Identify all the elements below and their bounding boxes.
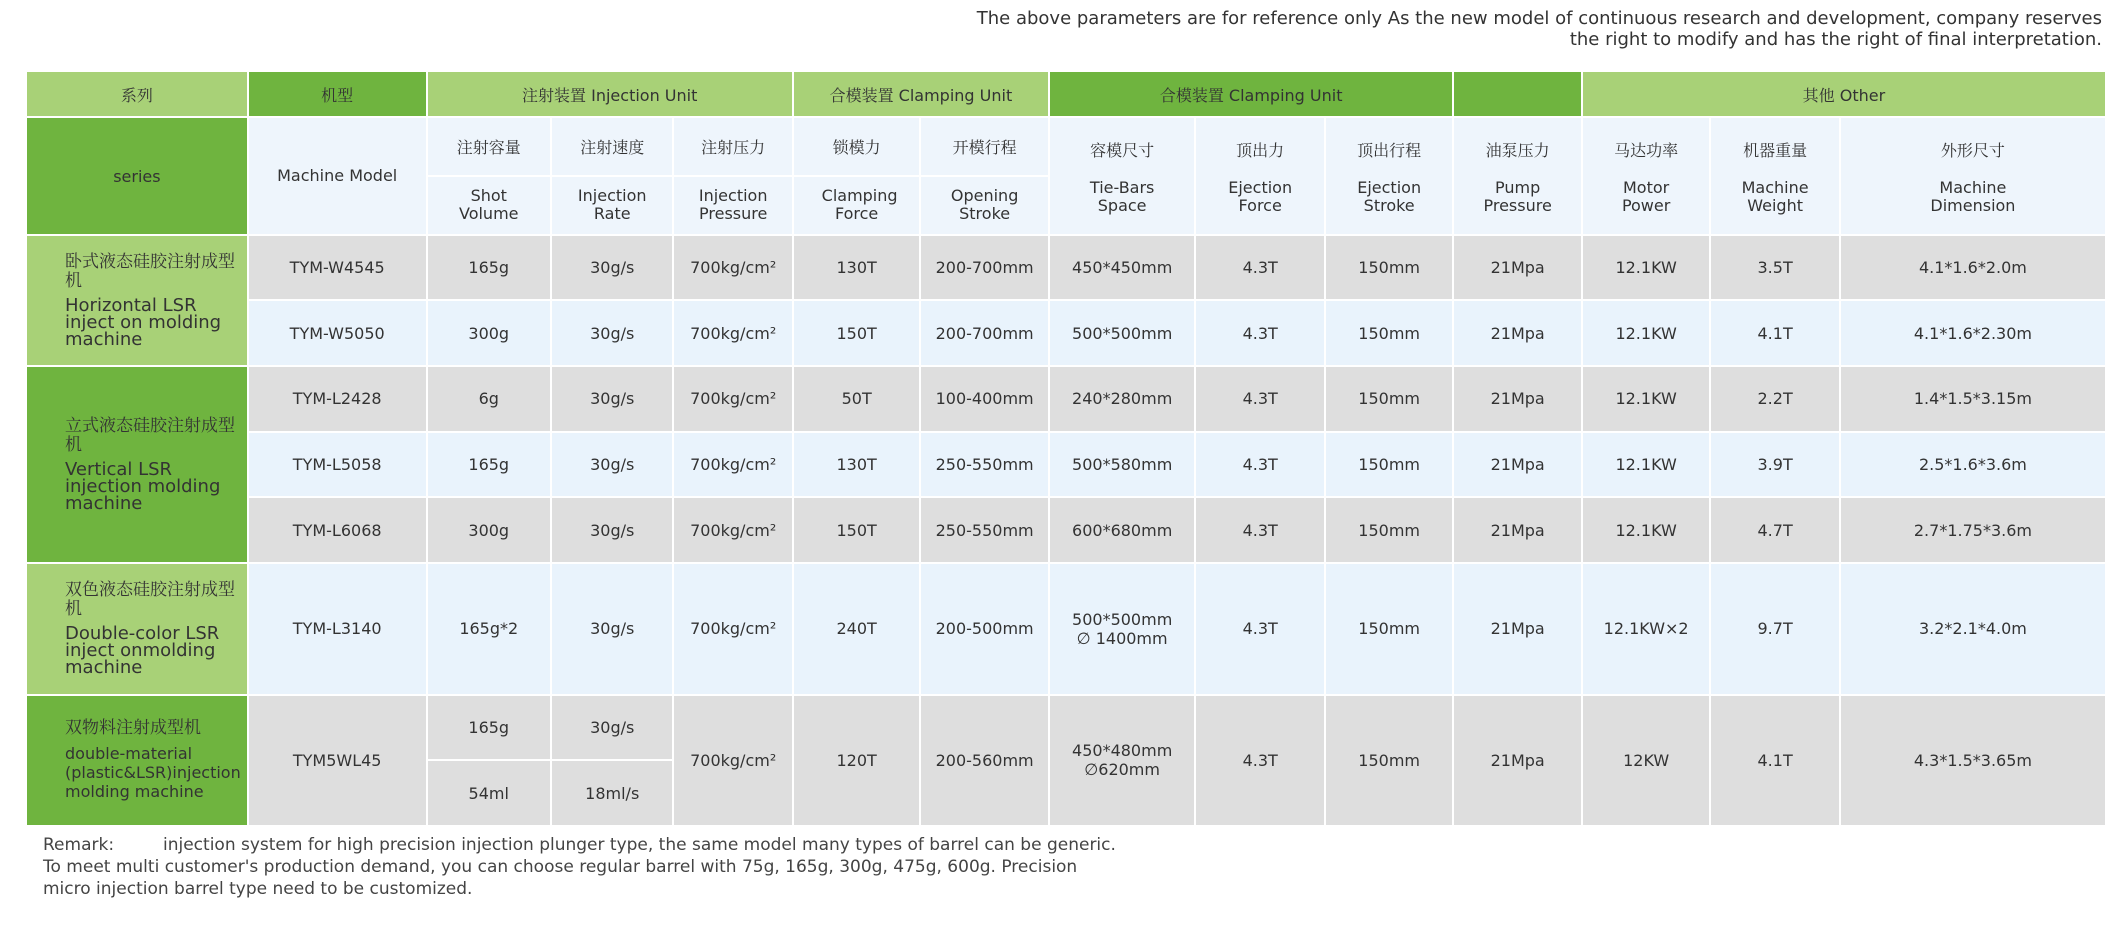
cell-ejection-stroke: 150mm	[1325, 497, 1453, 563]
cell-motor-power: 12.1KW	[1582, 235, 1710, 301]
cell-machine-dimension: 4.1*1.6*2.30m	[1840, 300, 2106, 366]
cell-ejection-force: 4.3T	[1195, 235, 1324, 301]
cell-injection-pressure: 700kg/cm²	[673, 366, 792, 432]
col-machine-dimension-en: Machine Dimension	[1930, 177, 2016, 215]
cell-pump-pressure: 21Mpa	[1453, 300, 1581, 366]
header-other: 其他 Other	[1582, 71, 2106, 117]
cell-ejection-stroke: 150mm	[1325, 300, 1453, 366]
col-machine-dimension	[1840, 117, 2106, 234]
remark-line-2: To meet multi customer's production demand, you can choose regular barrel with 75g, 165g, 300g, 475g, 600g. Precision	[43, 857, 1078, 877]
cell-clamping-force: 240T	[793, 563, 920, 694]
cell-clamping-force: 150T	[793, 300, 920, 366]
cell-shot-volume: 165g	[427, 235, 551, 301]
cell-ejection-stroke: 150mm	[1325, 695, 1453, 826]
series-en: double-material (plastic&LSR)injection molding machine	[65, 744, 241, 802]
cell-motor-power: 12.1KW	[1582, 366, 1710, 432]
col-tie-bars-space	[1049, 117, 1196, 234]
cell-shot-volume: 165g	[427, 432, 551, 498]
col-clamping-force-en: Clamping Force	[793, 176, 920, 235]
cell-model: TYM-L2428	[248, 366, 427, 432]
cell-tie-bars-space: 450*480mm ∅620mm	[1049, 695, 1196, 826]
col-ejection-stroke-en: Ejection Stroke	[1357, 177, 1422, 215]
cell-motor-power: 12.1KW	[1582, 432, 1710, 498]
header-blank	[1453, 71, 1581, 117]
table-row	[26, 563, 2106, 694]
series-cn: 双色液态硅胶注射成型机	[65, 580, 235, 620]
header-injection-unit: 注射装置 Injection Unit	[427, 71, 793, 117]
cell-tie-bars-space: 600*680mm	[1049, 497, 1196, 563]
cell-injection-pressure: 700kg/cm²	[673, 235, 792, 301]
cell-machine-weight: 3.5T	[1710, 235, 1839, 301]
col-injection-pressure-en: Injection Pressure	[673, 176, 792, 235]
cell-pump-pressure: 21Mpa	[1453, 497, 1581, 563]
cell-ejection-force: 4.3T	[1195, 695, 1324, 826]
cell-ejection-force: 4.3T	[1195, 300, 1324, 366]
series-horizontal-lsr	[26, 235, 248, 366]
col-ejection-stroke-cn: 顶出行程	[1357, 140, 1422, 160]
cell-opening-stroke: 100-400mm	[920, 366, 1048, 432]
col-pump-pressure-en: Pump Pressure	[1483, 177, 1552, 215]
cell-injection-rate: 30g/s	[551, 695, 673, 761]
cell-opening-stroke: 200-700mm	[920, 235, 1048, 301]
disclaimer-line-1: The above parameters are for reference only As the new model of continuous research and development, company reserves	[976, 8, 2102, 29]
header-series-en: series	[26, 117, 248, 234]
cell-machine-weight: 2.2T	[1710, 366, 1839, 432]
remark	[43, 834, 1193, 900]
cell-injection-rate-2: 18ml/s	[551, 760, 673, 826]
cell-ejection-force: 4.3T	[1195, 366, 1324, 432]
cell-shot-volume: 165g*2	[427, 563, 551, 694]
cell-shot-volume: 165g	[427, 695, 551, 761]
cell-machine-dimension: 3.2*2.1*4.0m	[1840, 563, 2106, 694]
col-ejection-stroke	[1325, 117, 1453, 234]
col-ejection-force-en: Ejection Force	[1228, 177, 1293, 215]
col-motor-power-cn: 马达功率	[1614, 140, 1679, 160]
cell-tie-bars-space: 500*500mm ∅ 1400mm	[1049, 563, 1196, 694]
cell-clamping-force: 130T	[793, 432, 920, 498]
col-motor-power	[1582, 117, 1710, 234]
col-ejection-force-cn: 顶出力	[1236, 140, 1285, 160]
cell-tie-bars-space: 500*500mm	[1049, 300, 1196, 366]
specification-table	[25, 70, 2107, 827]
header-clamping-unit-2: 合模装置 Clamping Unit	[1049, 71, 1454, 117]
series-en: Double-color LSR inject onmolding machine	[65, 623, 220, 679]
col-clamping-force-cn: 锁模力	[793, 117, 920, 176]
cell-clamping-force: 50T	[793, 366, 920, 432]
table-row	[26, 695, 2106, 761]
table-row	[26, 432, 2106, 498]
col-machine-weight-en: Machine Weight	[1741, 177, 1809, 215]
cell-model: TYM-W5050	[248, 300, 427, 366]
table-row	[26, 300, 2106, 366]
cell-machine-dimension: 2.5*1.6*3.6m	[1840, 432, 2106, 498]
col-tie-bars-space-en: Tie-Bars Space	[1089, 177, 1155, 215]
cell-motor-power: 12KW	[1582, 695, 1710, 826]
cell-injection-pressure: 700kg/cm²	[673, 563, 792, 694]
cell-injection-pressure: 700kg/cm²	[673, 695, 792, 826]
table-row	[26, 497, 2106, 563]
cell-injection-rate: 30g/s	[551, 497, 673, 563]
header-clamping-unit-1: 合模装置 Clamping Unit	[793, 71, 1049, 117]
col-tie-bars-space-cn: 容模尺寸	[1090, 140, 1155, 160]
cell-pump-pressure: 21Mpa	[1453, 563, 1581, 694]
col-ejection-force	[1195, 117, 1324, 234]
cell-injection-rate: 30g/s	[551, 300, 673, 366]
cell-tie-bars-space: 500*580mm	[1049, 432, 1196, 498]
cell-injection-rate: 30g/s	[551, 563, 673, 694]
cell-injection-rate: 30g/s	[551, 366, 673, 432]
col-injection-pressure-cn: 注射压力	[673, 117, 792, 176]
col-machine-weight-cn: 机器重量	[1743, 140, 1808, 160]
col-injection-rate-en: Injection Rate	[551, 176, 673, 235]
cell-machine-weight: 3.9T	[1710, 432, 1839, 498]
cell-ejection-stroke: 150mm	[1325, 235, 1453, 301]
cell-pump-pressure: 21Mpa	[1453, 432, 1581, 498]
series-cn: 立式液态硅胶注射成型机	[65, 416, 235, 456]
series-en: Vertical LSR injection molding machine	[65, 459, 221, 515]
cell-opening-stroke: 200-500mm	[920, 563, 1048, 694]
cell-model: TYM5WL45	[248, 695, 427, 826]
cell-machine-dimension: 2.7*1.75*3.6m	[1840, 497, 2106, 563]
cell-shot-volume: 300g	[427, 300, 551, 366]
cell-machine-dimension: 4.3*1.5*3.65m	[1840, 695, 2106, 826]
cell-clamping-force: 120T	[793, 695, 920, 826]
cell-opening-stroke: 250-550mm	[920, 497, 1048, 563]
cell-injection-rate: 30g/s	[551, 235, 673, 301]
remark-line-1: injection system for high precision injection plunger type, the same model many types of barrel can be generic.	[163, 835, 1116, 855]
series-vertical-lsr	[26, 366, 248, 563]
col-opening-stroke-en: Opening Stroke	[920, 176, 1048, 235]
col-injection-rate-cn: 注射速度	[551, 117, 673, 176]
table-row	[26, 366, 2106, 432]
cell-ejection-force: 4.3T	[1195, 497, 1324, 563]
col-shot-volume-en: Shot Volume	[427, 176, 551, 235]
remark-line-3: micro injection barrel type need to be customized.	[43, 879, 473, 899]
cell-motor-power: 12.1KW	[1582, 300, 1710, 366]
cell-clamping-force: 150T	[793, 497, 920, 563]
col-machine-dimension-cn: 外形尺寸	[1940, 140, 2005, 160]
header-series-cn: 系列	[26, 71, 248, 117]
cell-opening-stroke: 200-560mm	[920, 695, 1048, 826]
cell-shot-volume-2: 54ml	[427, 760, 551, 826]
cell-model: TYM-L3140	[248, 563, 427, 694]
col-shot-volume-cn: 注射容量	[427, 117, 551, 176]
cell-machine-dimension: 1.4*1.5*3.15m	[1840, 366, 2106, 432]
series-double-color-lsr	[26, 563, 248, 694]
series-en: Horizontal LSR inject on molding machine	[65, 294, 222, 350]
cell-pump-pressure: 21Mpa	[1453, 695, 1581, 826]
cell-injection-pressure: 700kg/cm²	[673, 432, 792, 498]
cell-machine-weight: 4.1T	[1710, 695, 1839, 826]
cell-ejection-force: 4.3T	[1195, 563, 1324, 694]
cell-tie-bars-space: 450*450mm	[1049, 235, 1196, 301]
cell-opening-stroke: 200-700mm	[920, 300, 1048, 366]
cell-machine-weight: 9.7T	[1710, 563, 1839, 694]
cell-injection-pressure: 700kg/cm²	[673, 300, 792, 366]
col-machine-weight	[1710, 117, 1839, 234]
series-cn: 双物料注射成型机	[65, 718, 201, 739]
col-opening-stroke-cn: 开模行程	[920, 117, 1048, 176]
cell-machine-dimension: 4.1*1.6*2.0m	[1840, 235, 2106, 301]
remark-label: Remark:	[43, 835, 115, 855]
cell-ejection-stroke: 150mm	[1325, 432, 1453, 498]
cell-model: TYM-L5058	[248, 432, 427, 498]
cell-pump-pressure: 21Mpa	[1453, 235, 1581, 301]
header-model-cn: 机型	[248, 71, 427, 117]
series-cn: 卧式液态硅胶注射成型机	[65, 251, 235, 291]
cell-opening-stroke: 250-550mm	[920, 432, 1048, 498]
cell-pump-pressure: 21Mpa	[1453, 366, 1581, 432]
cell-shot-volume: 300g	[427, 497, 551, 563]
cell-shot-volume: 6g	[427, 366, 551, 432]
cell-machine-weight: 4.1T	[1710, 300, 1839, 366]
cell-model: TYM-L6068	[248, 497, 427, 563]
col-pump-pressure-cn: 油泵压力	[1485, 140, 1550, 160]
cell-injection-rate: 30g/s	[551, 432, 673, 498]
disclaimer-note	[952, 8, 2102, 50]
disclaimer-line-2: the right to modify and has the right of final interpretation.	[1569, 29, 2102, 50]
cell-machine-weight: 4.7T	[1710, 497, 1839, 563]
cell-ejection-stroke: 150mm	[1325, 366, 1453, 432]
cell-motor-power: 12.1KW×2	[1582, 563, 1710, 694]
cell-clamping-force: 130T	[793, 235, 920, 301]
cell-ejection-stroke: 150mm	[1325, 563, 1453, 694]
col-motor-power-en: Motor Power	[1621, 177, 1671, 215]
cell-tie-bars-space: 240*280mm	[1049, 366, 1196, 432]
cell-ejection-force: 4.3T	[1195, 432, 1324, 498]
cell-injection-pressure: 700kg/cm²	[673, 497, 792, 563]
cell-model: TYM-W4545	[248, 235, 427, 301]
cell-motor-power: 12.1KW	[1582, 497, 1710, 563]
header-model-en: Machine Model	[248, 117, 427, 234]
table-row	[26, 235, 2106, 301]
series-double-material	[26, 695, 248, 826]
col-pump-pressure	[1453, 117, 1581, 234]
